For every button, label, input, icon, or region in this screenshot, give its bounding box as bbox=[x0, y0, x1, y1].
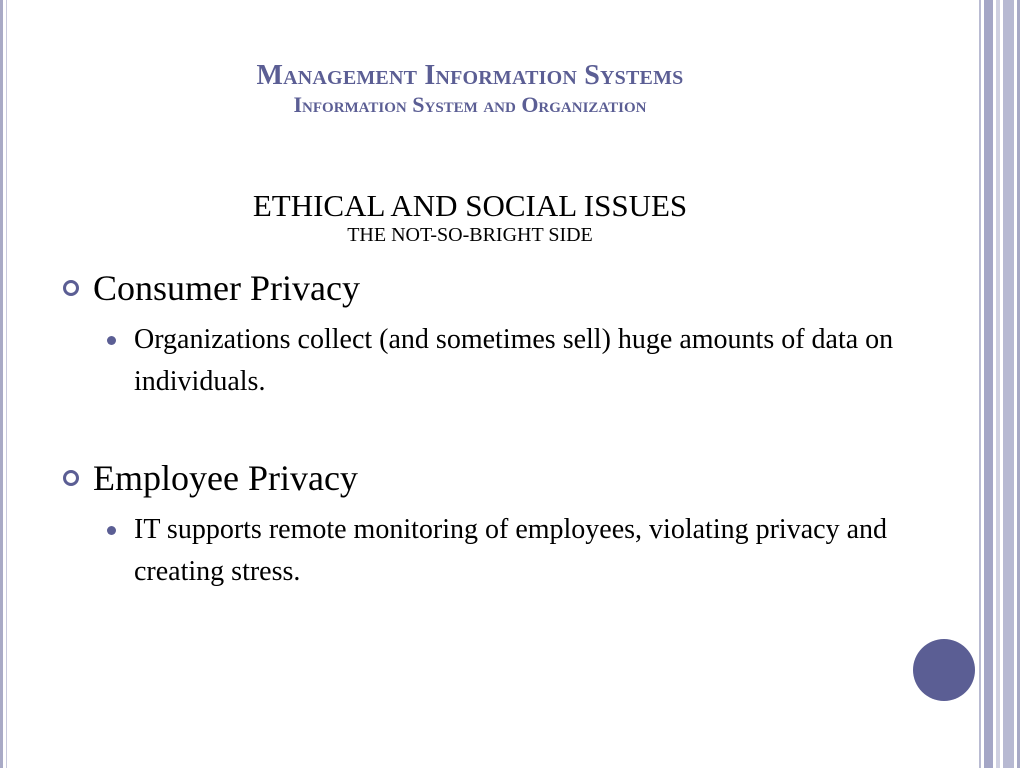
ring-bullet-icon bbox=[63, 280, 79, 296]
slide-title-block bbox=[0, 60, 940, 118]
ring-bullet-icon bbox=[63, 470, 79, 486]
sub-bullet-text: Organizations collect (and sometimes sell) huge amounts of data on individuals. bbox=[134, 324, 894, 397]
dot-bullet-icon bbox=[107, 336, 116, 345]
decorative-circle bbox=[913, 639, 975, 701]
right-decorative-stripes bbox=[976, 0, 1024, 768]
bullet-label: Employee Privacy bbox=[93, 458, 358, 498]
bullet-label: Consumer Privacy bbox=[93, 268, 360, 308]
slide-subtitle: Information System and Organization bbox=[293, 92, 647, 117]
slide-title: Management Information Systems bbox=[256, 60, 684, 91]
section-subheading: THE NOT-SO-BRIGHT SIDE bbox=[347, 224, 593, 246]
section-heading: ETHICAL AND SOCIAL ISSUES bbox=[252, 188, 688, 223]
sub-bullet-text: IT supports remote monitoring of employees, violating privacy and creating stress. bbox=[134, 514, 887, 587]
section-heading-block bbox=[0, 188, 940, 246]
dot-bullet-icon bbox=[107, 526, 116, 535]
